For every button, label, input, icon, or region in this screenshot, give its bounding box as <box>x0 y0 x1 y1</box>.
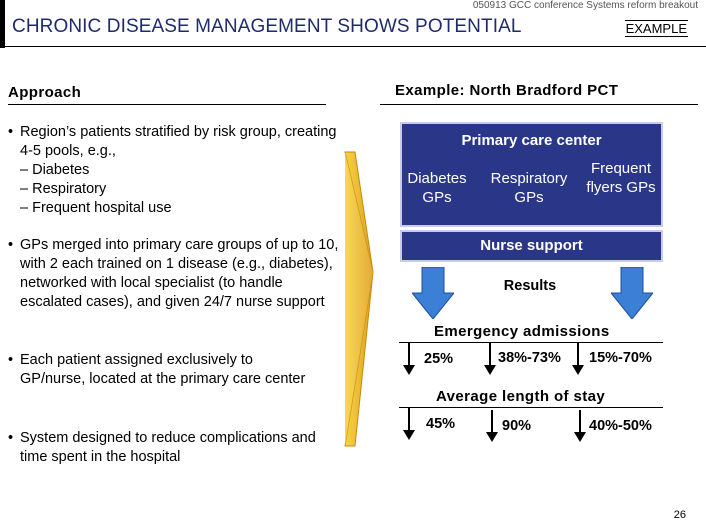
decrease-arrow-icon <box>403 343 415 375</box>
flow-chevron <box>343 150 375 450</box>
bullet-text: Each patient assigned exclusively to GP/nurse, located at the primary care center <box>20 352 306 387</box>
bullet-item <box>8 429 338 467</box>
bullet-text: GPs merged into primary care groups of up to 10, with 2 each trained on 1 disease (e.g., diabetes), networked with local specialist (to handle escalated cases), and given 24/7 nurse support <box>20 237 339 310</box>
bullet-item <box>8 236 343 312</box>
bullet-glyph: • <box>8 352 14 368</box>
bullet-glyph: • <box>8 237 14 253</box>
bullet-subitem: – Diabetes <box>20 162 90 178</box>
metric-value: 90% <box>502 418 532 434</box>
page-number: 26 <box>673 509 686 521</box>
page-title: CHRONIC DISEASE MANAGEMENT SHOWS POTENTIAL <box>12 16 522 37</box>
metric-title-length-of-stay: Average length of stay <box>436 388 606 405</box>
bullet-subitem: – Respiratory <box>20 181 107 197</box>
document-reference <box>438 0 698 11</box>
primary-care-title: Primary care center <box>461 132 602 149</box>
metric-value: 45% <box>426 416 456 432</box>
header-divider <box>0 46 706 47</box>
metric-divider <box>399 342 663 343</box>
decrease-arrow-icon <box>403 408 415 440</box>
metric-value: 38%-73% <box>498 350 561 366</box>
gp-group-frequent-flyers: Frequent flyers GPs <box>586 160 656 196</box>
doc-id: 050913 <box>472 0 507 11</box>
example-heading: Example: North Bradford PCT <box>395 82 619 99</box>
down-arrow-icon <box>412 267 454 319</box>
decrease-arrow-icon <box>484 343 496 375</box>
decrease-arrow-icon <box>572 343 584 375</box>
metric-divider <box>399 407 663 408</box>
bullet-text: System designed to reduce complications and time spent in the hospital <box>20 430 316 465</box>
bullet-glyph: • <box>8 430 14 446</box>
header-accent-bar <box>0 0 5 48</box>
metric-value: 15%-70% <box>589 350 652 366</box>
metric-value: 25% <box>424 351 454 367</box>
metric-title-emergency: Emergency admissions <box>434 323 610 340</box>
decrease-arrow-icon <box>574 410 586 442</box>
metric-value: 40%-50% <box>589 418 652 434</box>
gp-group-respiratory: Respiratory GPs <box>490 170 568 206</box>
gp-group-diabetes: Diabetes GPs <box>407 170 467 206</box>
bullet-item <box>8 351 308 389</box>
decrease-arrow-icon <box>486 410 498 442</box>
down-arrow-icon <box>611 267 653 319</box>
bullet-glyph: • <box>8 124 14 140</box>
nurse-support-box: Nurse support <box>400 230 663 262</box>
primary-care-center-box <box>400 122 663 227</box>
example-tag: EXAMPLE <box>625 21 687 36</box>
approach-divider <box>8 104 326 105</box>
bullet-item <box>8 123 343 218</box>
results-label: Results <box>503 278 557 294</box>
doc-note: GCC conference Systems reform breakout <box>509 0 698 11</box>
bullet-subitem: – Frequent hospital use <box>20 200 172 216</box>
approach-heading: Approach <box>8 84 82 101</box>
example-divider <box>380 104 698 105</box>
bullet-text: Region’s patients stratified by risk group, creating 4-5 pools, e.g., <box>20 124 337 159</box>
